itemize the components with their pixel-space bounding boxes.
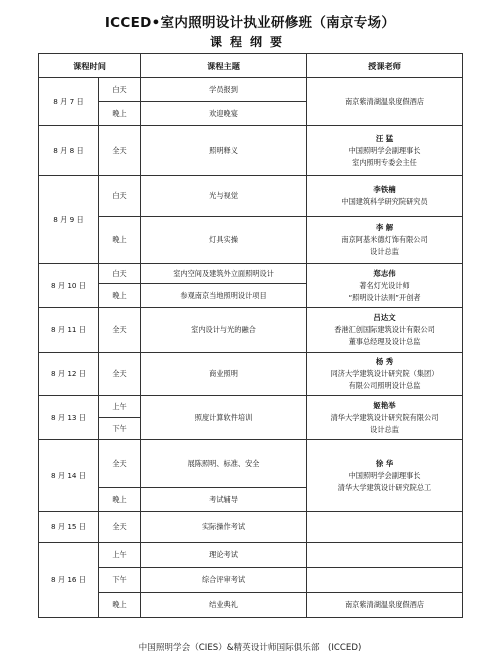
table-row — [39, 593, 463, 618]
teacher-line: 南京紫清湖温泉度假酒店 — [344, 600, 425, 609]
topic-cell: 室内设计与光的融合 — [141, 308, 307, 353]
header-time: 课程时间 — [39, 54, 141, 78]
teacher-line: 同济大学建筑设计研究院（集团） — [330, 369, 439, 378]
period-cell: 白天 — [99, 78, 141, 102]
teacher-cell — [307, 176, 463, 217]
teacher-line: 中国建筑科学研究院研究员 — [341, 197, 428, 206]
table-row — [39, 543, 463, 568]
teacher-line: 室内照明专委会主任 — [352, 157, 417, 167]
teacher-name: 李 解 — [375, 223, 394, 232]
table-row — [39, 308, 463, 353]
period-cell: 上午 — [99, 543, 141, 568]
period-cell: 下午 — [99, 418, 141, 440]
teacher-cell — [307, 308, 463, 353]
period-cell: 晚上 — [99, 284, 141, 308]
date-cell: 8 月 7 日 — [39, 78, 99, 126]
topic-cell: 灯具实操 — [141, 217, 307, 264]
table-row — [39, 126, 463, 176]
topic-cell: 照明释义 — [141, 126, 307, 176]
teacher-line: 南京紫清湖温泉度假酒店 — [344, 96, 425, 106]
topic-cell: 理论考试 — [141, 543, 307, 568]
period-cell: 白天 — [99, 264, 141, 284]
teacher-line: 有限公司照明设计总监 — [348, 381, 421, 390]
table-row — [39, 353, 463, 396]
teacher-name: 汪 猛 — [375, 133, 394, 143]
date-cell: 8 月 13 日 — [39, 396, 99, 440]
topic-cell: 考试辅导 — [141, 488, 307, 512]
teacher-name: 杨 秀 — [375, 357, 394, 366]
date-cell: 8 月 16 日 — [39, 543, 99, 618]
teacher-cell — [307, 440, 463, 512]
teacher-line: 设计总监 — [370, 424, 399, 434]
topic-cell: 照度计算软件培训 — [141, 396, 307, 440]
date-cell: 8 月 11 日 — [39, 308, 99, 353]
table-row — [39, 217, 463, 264]
teacher-cell — [307, 353, 463, 396]
teacher-cell — [307, 568, 463, 593]
header-teacher: 授课老师 — [307, 54, 463, 78]
teacher-name: 郑志伟 — [373, 268, 396, 278]
teacher-line: 清华大学建筑设计研究院有限公司 — [330, 412, 439, 422]
topic-cell: 结业典礼 — [141, 593, 307, 618]
date-cell: 8 月 8 日 — [39, 126, 99, 176]
teacher-line: 中国照明学会副理事长 — [348, 470, 421, 480]
teacher-line: 著名灯光设计师 — [359, 280, 410, 290]
topic-cell: 参观南京当地照明设计项目 — [141, 284, 307, 308]
period-cell: 晚上 — [99, 593, 141, 618]
period-cell: 全天 — [99, 512, 141, 543]
period-cell: 下午 — [99, 568, 141, 593]
teacher-cell — [307, 593, 463, 618]
date-cell: 8 月 10 日 — [39, 264, 99, 308]
teacher-line: “照明设计法则”开创者 — [348, 292, 421, 302]
teacher-name: 李铁楠 — [373, 185, 396, 194]
date-cell: 8 月 12 日 — [39, 353, 99, 396]
teacher-name: 徐 华 — [375, 458, 394, 468]
header-topic: 课程主题 — [141, 54, 307, 78]
topic-cell: 学员报到 — [141, 78, 307, 102]
topic-cell: 室内空间及建筑外立面照明设计 — [141, 264, 307, 284]
topic-cell: 实际操作考试 — [141, 512, 307, 543]
topic-cell: 商业照明 — [141, 353, 307, 396]
page-subtitle: 课程纲要 — [209, 35, 290, 49]
table-row — [39, 264, 463, 284]
table-row — [39, 512, 463, 543]
teacher-cell — [307, 264, 463, 308]
teacher-line: 中国照明学会副理事长 — [348, 145, 421, 155]
period-cell: 晚上 — [99, 102, 141, 126]
period-cell: 白天 — [99, 176, 141, 217]
table-row — [39, 440, 463, 488]
date-cell: 8 月 14 日 — [39, 440, 99, 512]
teacher-cell — [307, 126, 463, 176]
teacher-cell — [307, 217, 463, 264]
page-title: ICCED•室内照明设计执业研修班（南京专场） — [104, 15, 396, 31]
teacher-cell — [307, 396, 463, 440]
teacher-cell — [307, 78, 463, 126]
topic-cell: 综合评审考试 — [141, 568, 307, 593]
period-cell: 全天 — [99, 126, 141, 176]
teacher-line: 香港汇创国际建筑设计有限公司 — [334, 325, 435, 334]
teacher-line: 清华大学建筑设计研究院总工 — [337, 482, 432, 492]
period-cell: 晚上 — [99, 488, 141, 512]
header-row — [39, 54, 463, 78]
schedule-table — [38, 53, 463, 618]
teacher-line: 董事总经理及设计总监 — [348, 337, 421, 346]
period-cell: 晚上 — [99, 217, 141, 264]
teacher-line: 设计总监 — [370, 247, 399, 256]
period-cell: 全天 — [99, 353, 141, 396]
table-row — [39, 78, 463, 102]
teacher-name: 姬艳举 — [373, 400, 396, 410]
teacher-name: 吕达文 — [373, 313, 396, 322]
table-row — [39, 568, 463, 593]
teacher-line: 南京阿基米德灯饰有限公司 — [341, 235, 428, 244]
teacher-cell — [307, 543, 463, 568]
topic-cell: 欢迎晚宴 — [141, 102, 307, 126]
period-cell: 上午 — [99, 396, 141, 418]
table-row — [39, 396, 463, 418]
period-cell: 全天 — [99, 440, 141, 488]
table-row — [39, 176, 463, 217]
topic-cell: 光与视觉 — [141, 176, 307, 217]
period-cell: 全天 — [99, 308, 141, 353]
footer-organizers: 中国照明学会（CIES）&精英设计师国际俱乐部 (ICCED) — [138, 643, 362, 653]
teacher-cell — [307, 512, 463, 543]
date-cell: 8 月 9 日 — [39, 176, 99, 264]
topic-cell: 展陈照明、标准、安全 — [141, 440, 307, 488]
date-cell: 8 月 15 日 — [39, 512, 99, 543]
